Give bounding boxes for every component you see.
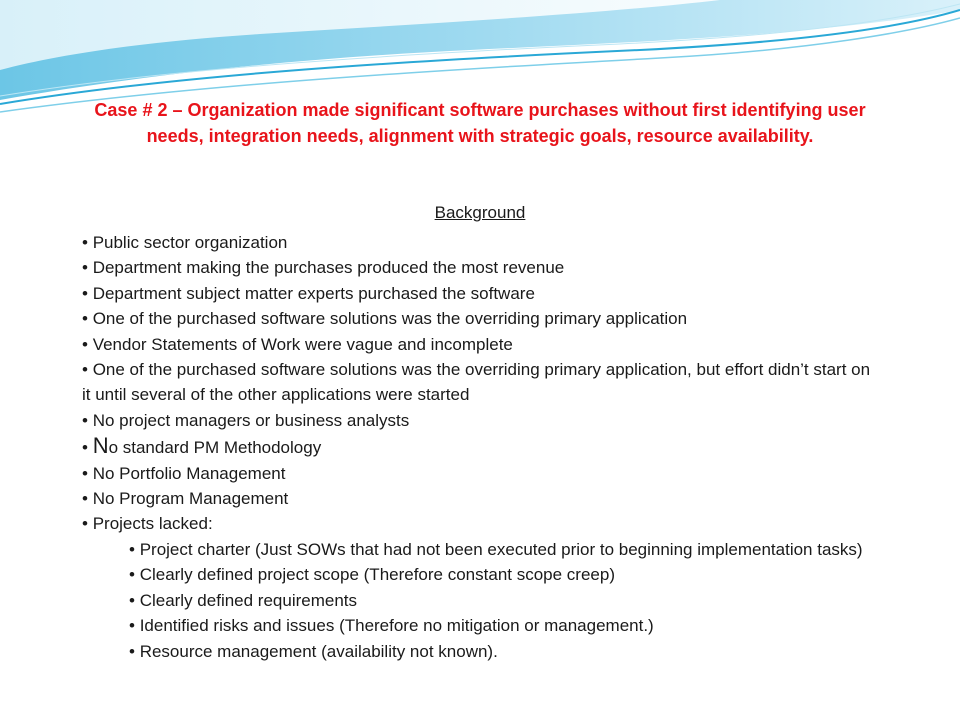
background-heading: Background: [434, 203, 526, 222]
sub-list-item: • Clearly defined project scope (Therefore constant scope creep): [129, 565, 615, 585]
bullet-icon: •: [82, 360, 88, 380]
sub-list-item: • Resource management (availability not known).: [129, 641, 498, 661]
list-item: • One of the purchased software solutions was the overriding primary application: [82, 309, 688, 329]
bullet-icon: •: [82, 233, 88, 252]
bullet-list: [82, 230, 882, 664]
list-item: • Vendor Statements of Work were vague and incomplete: [82, 334, 513, 354]
list-item: • Public sector organization: [82, 233, 288, 252]
list-item: • One of the purchased software solutions was the overriding primary application, but effort didn’t start on it until several of the other applications were started: [82, 360, 871, 405]
list-item: • Projects lacked:: [82, 514, 213, 534]
bullet-icon: •: [82, 438, 88, 458]
bullet-icon: •: [82, 334, 88, 354]
methodology-initial: N: [92, 433, 109, 459]
list-item: • No standard PM Methodology: [82, 433, 322, 459]
bullet-icon: •: [82, 410, 88, 430]
bullet-icon: •: [129, 539, 135, 559]
list-item: • No Portfolio Management: [82, 463, 286, 483]
sub-list-item: • Identified risks and issues (Therefore no mitigation or management.): [129, 616, 654, 636]
bullet-icon: •: [82, 463, 88, 483]
list-item: • No project managers or business analysts: [82, 410, 410, 430]
list-item: • Department subject matter experts purchased the software: [82, 283, 535, 303]
bullet-icon: •: [82, 283, 88, 303]
slide-title: Case # 2 – Organization made significant software purchases without first identifying user needs, integration needs, alignment with strategic goals, resource availability.: [94, 100, 866, 146]
list-item: • No Program Management: [82, 489, 289, 509]
sub-list-item: • Project charter (Just SOWs that had not been executed prior to beginning implementation tasks): [129, 539, 863, 559]
bullet-icon: •: [82, 514, 88, 534]
projects-lacked-sublist: [82, 537, 882, 664]
bullet-icon: •: [82, 489, 88, 509]
bullet-icon: •: [129, 590, 135, 610]
bullet-icon: •: [129, 616, 135, 636]
list-item: • Department making the purchases produced the most revenue: [82, 258, 565, 278]
bullet-icon: •: [129, 565, 135, 585]
bullet-icon: •: [82, 258, 88, 278]
sub-list-item: • Clearly defined requirements: [129, 590, 358, 610]
bullet-icon: •: [129, 641, 135, 661]
bullet-icon: •: [82, 309, 88, 329]
